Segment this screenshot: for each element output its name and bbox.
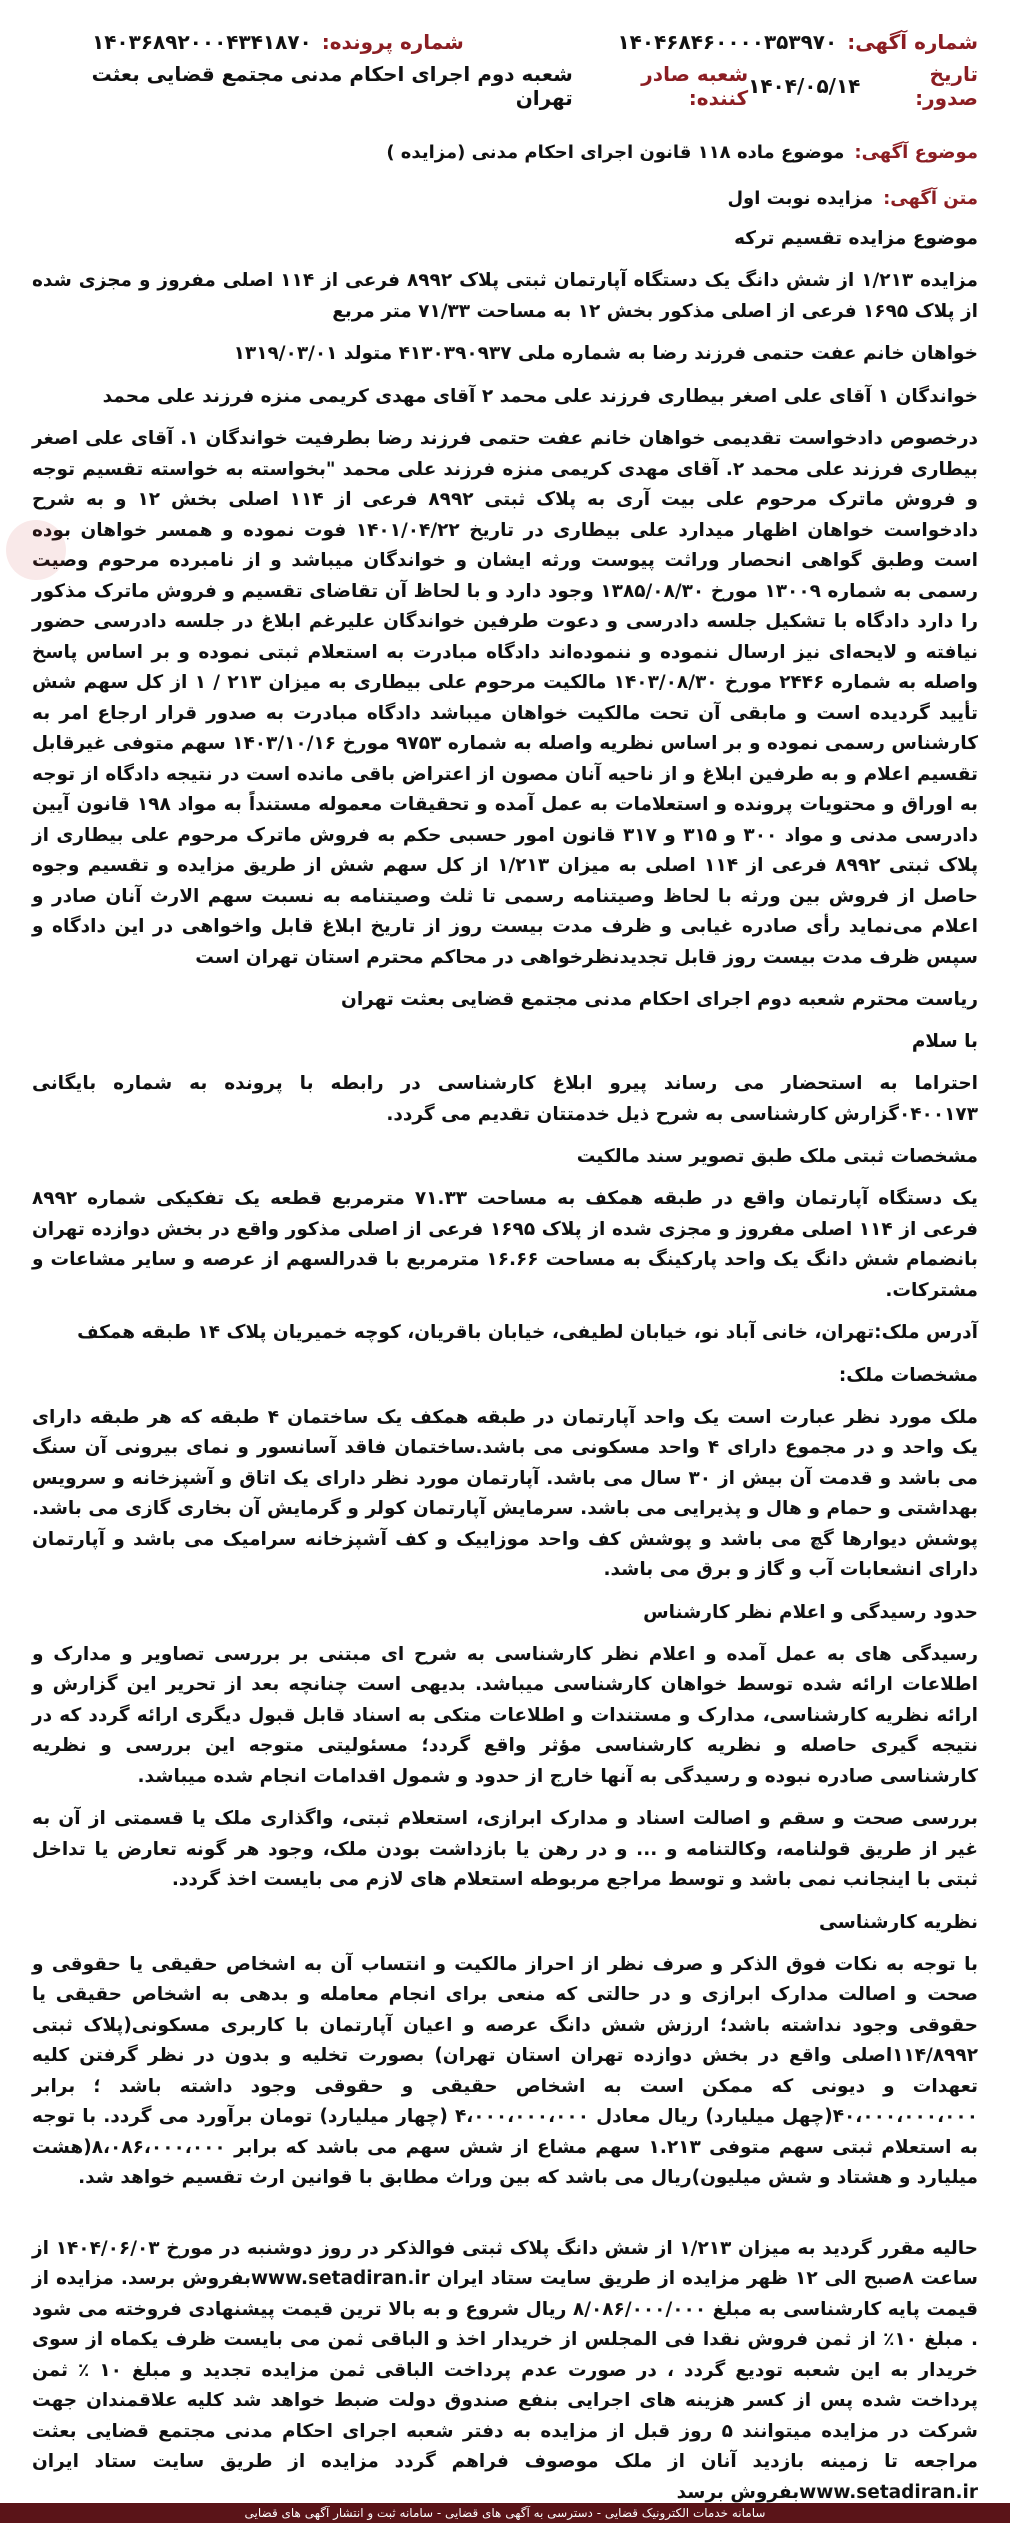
court-ruling: درخصوص دادخواست تقدیمی خواهان خانم عفت حتمی فرزند رضا بطرفیت خواندگان ۱. آقای علی اصغر بیطاری فرزند علی محمد ۲. آقای مهدی کریمی منزه فرزند علی محمد "بخواسته به خواسته تقسیم توجه و فروش ماترک مرحوم علی بیت آری به پلاک ثبتی ۸۹۹۲ فرعی از ۱۱۴ اصلی بخش ۱۲ و به شرح دادخواست خواهان اظهار میدارد علی بیطاری در تاریخ ۱۴۰۱/۰۴/۲۲ فوت نموده و همسر خواهان بوده است وطبق گواهی انحصار وراثت پیوست ورثه ایشان و خواندگان میباشد و از نامبرده مرحوم وصیت رسمی به شماره ۱۳۰۰۹ مورخ ۱۳۸۵/۰۸/۳۰ وجود دارد و با لحاظ آن تقاضای تقسیم و فروش ماترک مذکور را دارد دادگاه با تشکیل جلسه دادرسی و دعوت طرفین خواندگان علیرغم ابلاغ در جلسه دادرسی حضور نیافته و لایحه‌ای نیز ارسال ننموده و ننموده‌اند دادگاه مبادرت به استعلام ثبتی نموده و بر اساس پاسخ واصله به شماره ۲۴۴۶ مورخ ۱۴۰۳/۰۸/۳۰ مالکیت مرحوم علی بیطاری به میزان ۲۱۳ / ۱ از کل سهم شش تأیید گردیده است و مابقی آن تحت مالکیت خواهان میباشد دادگاه مبادرت به صدور قرار ارجاع امر به کارشناس رسمی نموده و بر اساس نظریه واصله به شماره ۹۷۵۳ مورخ ۱۴۰۳/۱۰/۱۶ سهم متوفی غیرقابل تقسیم اعلام و به طرفین ابلاغ و از ناحیه آنان مصون از اعتراض باقی مانده است در نتیجه دادگاه از توجه به اوراق و محتویات پرونده و استعلامات به عمل آمده و تحقیقات معموله مستنداً به مواد ۱۹۸ قانون آیین دادرسی مدنی و مواد ۳۰۰ و ۳۱۵ و ۳۱۷ قانون امور حسبی حکم به فروش ماترک مرحوم علی بیطاری از پلاک ثبتی ۸۹۹۲ فرعی از ۱۱۴ اصلی به میزان ۱/۲۱۳ از کل سهم شش از طریق مزایده و تقسیم وجوه حاصل از فروش بین ورثه با لحاظ وصیتنامه رسمی تا ثلث وصیتنامه به نسبت سهم الارث آنان صادر و اعلام می‌نماید رأی صادره غیابی و ظرف مدت بیست روز از تاریخ ابلاغ قابل واخواهی در این دادگاه و سپس ظرف مدت بیست روز قابل تجدیدنظرخواهی در محاکم محترم استان تهران است [32,428,979,968]
issuing-branch [52,62,748,110]
issuing-branch-label: شعبه صادر کننده: [641,62,749,110]
notice-body [32,224,978,2508]
notice-number-label: شماره آگهی: [847,30,978,54]
watermark-seal [6,520,66,580]
scope-text-1: رسیدگی های به عمل آمده و اعلام نظر کارشناسی به شرح ای مبتنی بر بررسی تصاویر و مدارک و اطلاعات ارائه شده توسط خواهان کارشناسی میباشد. بدیهی است چنانچه بعد از تحریر این گزارش و ارائه نظریه کارشناسی، مدارک و مستندات و اطلاعات متکی به اسناد قابل قبول دیگری ارائه گردد که در نتیجه گیری حاصله و نظریه کارشناسی مؤثر واقع گردد؛ مسئولیتی متوجه این بررسی و نظریه کارشناسی صادره نبوده و رسیدگی به آنها خارج از حدود و شمول اقدامات انجام شده میباشد. [32,1643,978,1787]
header-row-1 [32,20,978,64]
case-number-label: شماره پرونده: [321,30,464,54]
footer-bar: سامانه خدمات الکترونیک قضایی - دسترسی به آگهی های قضایی - سامانه ثبت و انتشار آگهی های قضایی [0,2503,1010,2523]
body-title: موضوع مزایده تقسیم ترکه [734,228,978,249]
notice-text-value: مزایده نوبت اول [727,187,874,209]
header-row-2 [32,64,978,108]
registry-details: یک دستگاه آپارتمان واقع در طبقه همکف به مساحت ۷۱.۳۳ مترمربع قطعه یک تفکیکی شماره ۸۹۹۲ فرعی از ۱۱۴ اصلی مفروز و مجزی شده از پلاک ۱۶۹۵ فرعی از اصلی مذکور واقع در بخش دوازده تهران بانضمام شش دانگ یک واحد پارکینگ به مساحت ۱۶.۶۶ مترمربع با قدرالسهم از عرصه و سایر مشاعات و مشترکات. [32,1188,978,1301]
notice-subject [32,132,978,172]
notice-text [32,178,978,218]
auction-summary: مزایده ۱/۲۱۳ از شش دانگ یک دستگاه آپارتمان ثبتی پلاک ۸۹۹۲ فرعی از ۱۱۴ اصلی مفروز و مجزی شده از پلاک ۱۶۹۵ فرعی از اصلی مذکور بخش ۱۲ به مساحت ۷۱/۳۳ متر مربع [32,270,978,322]
notice-number-value: ۱۴۰۴۶۸۴۶۰۰۰۰۳۵۳۹۷۰ [617,30,838,54]
case-number [92,30,464,54]
property-address: آدرس ملک:تهران، خانی آباد نو، خیابان لطیفی، خیابان باقریان، کوچه خمیریان پلاک ۱۴ طبقه همکف [77,1322,978,1343]
expert-intro: احتراما به استحضار می رساند پیرو ابلاغ کارشناسی در رابطه با پرونده به شماره بایگانی ۰۴۰۰۱۷۳گزارش کارشناسی به شرح ذیل خدمتتان تقدیم می گردد. [32,1073,978,1125]
notice-subject-value: موضوع ماده ۱۱۸ قانون اجرای احکام مدنی (مزایده ) [386,141,845,163]
expert-opinion: با توجه به نکات فوق الذکر و صرف نظر از احراز مالکیت و انتساب آن به اشخاص حقیقی یا حقوقی و صحت و اصالت مدارک ابرازی و در حالتی که منعی برای انجام معامله و بدهی به اشخاص حقیقی یا حقوقی وجود نداشته باشد؛ ارزش شش دانگ عرصه و اعیان آپارتمان با کاربری مسکونی(پلاک ثبتی ۱۱۴/۸۹۹۲اصلی واقع در بخش دوازده تهران استان تهران) بصورت تخلیه و بدون در نظر گرفتن کلیه تعهدات و دیونی که ممکن است به اشخاص حقیقی و حقوقی وجود داشته باشد ؛ برابر ۴۰،۰۰۰،۰۰۰،۰۰۰(چهل میلیارد) ریال معادل ۴،۰۰۰،۰۰۰،۰۰۰ (چهار میلیارد) تومان برآورد می گردد. با توجه به استعلام ثبتی سهم متوفی ۱.۲۱۳ سهم مشاع از شش سهم می باشد که برابر ۸،۰۸۶،۰۰۰،۰۰۰(هشت میلیارد و هشتاد و شش میلیون)ریال می باشد که بین وراث مطابق با قوانین ارث تقسیم خواهد شد. [32,1953,978,2188]
notice-text-label: متن آگهی: [883,187,978,209]
issue-date-value: ۱۴۰۴/۰۵/۱۴ [748,74,861,98]
auction-terms: حالیه مقرر گردید به میزان ۱/۲۱۳ از شش دانگ پلاک ثبتی فوالذکر در روز دوشنبه در مورخ ۱۴۰۴/۰۶/۰۳ از ساعت ۸صبح الی ۱۲ ظهر مزایده از طریق سایت ستاد ایران www.setadiran.irبفروش برسد. مزایده از قیمت پایه کارشناسی به مبلغ ۸/۰۸۶/۰۰۰/۰۰۰ ریال شروع و به بالا ترین قیمت پیشنهادی فروخته می شود . مبلغ ۱۰٪ از ثمن فروش نقدا فی المجلس از خریدار اخذ و الباقی ثمن می بایست ظرف یکماه از سوی خریدار به این شعبه تودیع گردد ، در صورت عدم پرداخت الباقی ثمن مزایده تجدید و مبلغ ۱۰ ٪ ثمن پرداخت شده پس از کسر هزینه های اجرایی بنفع صندوق دولت ضبط خواهد شد کلیه علاقمندان جهت شرکت در مزایده میتوانند ۵ روز قبل از مزایده به دفتر شعبه اجرای احکام مدنی مجتمع قضایی بعثت مراجعه تا زمینه بازدید آنان از ملک موصوف فراهم گردد مزایده از طریق سایت ستاد ایران www.setadiran.irبفروش برسد [32,2237,978,2503]
issue-date-label: تاریخ صدور: [915,62,978,110]
specs-heading: مشخصات ملک: [838,1364,978,1386]
notice-subject-label: موضوع آگهی: [854,141,978,163]
notice-number [617,30,978,54]
scope-text-2: بررسی صحت و سقم و اصالت اسناد و مدارک ابرازی، استعلام ثبتی، واگذاری ملک یا قسمتی از آن به غیر از طریق قولنامه، وکالتنامه و ... و در رهن یا بازداشت بودن ملک، وجود هر گونه تعارض یا تداخل ثبتی با اینجانب نمی باشد و توسط مراجع مربوطه استعلام های لازم می بایست اخذ گردد. [32,1808,978,1890]
case-number-value: ۱۴۰۳۶۸۹۲۰۰۰۴۳۴۱۸۷۰ [92,30,312,54]
addressee: ریاست محترم شعبه دوم اجرای احکام مدنی مجتمع قضایی بعثت تهران [341,989,978,1010]
defendants: خواندگان ۱ آقای علی اصغر بیطاری فرزند علی محمد ۲ آقای مهدی کریمی منزه فرزند علی محمد [102,385,978,407]
opinion-heading: نظریه کارشناسی [818,1911,978,1933]
plaintiff: خواهان خانم عفت حتمی فرزند رضا به شماره ملی ۴۱۳۰۳۹۰۹۳۷ متولد ۱۳۱۹/۰۳/۰۱ [233,343,978,364]
scope-heading: حدود رسیدگی و اعلام نظر کارشناس [643,1601,978,1623]
property-specs: ملک مورد نظر عبارت است یک واحد آپارتمان در طبقه همکف یک ساختمان ۴ طبقه که هر طبقه دارای یک واحد و در مجموع دارای ۴ واحد مسکونی می باشد.ساختمان فاقد آسانسور و نمای بیرونی آن سنگ می باشد و قدمت آن بیش از ۳۰ سال می باشد. آپارتمان مورد نظر دارای یک اتاق و آشپزخانه و سرویس بهداشتی و حمام و هال و پذیرایی می باشد. سرمایش آپارتمان کولر و گرمایش آن بخاری گازی می باشد. پوشش دیوارها گچ می باشد و پوشش کف واحد موزاییک و کف آشپزخانه سرامیک می باشد و آپارتمان دارای انشعابات آب و گاز و برق می باشد. [32,1406,978,1580]
registry-heading: مشخصات ثبتی ملک طبق تصویر سند مالکیت [576,1146,978,1167]
issue-date [748,62,978,110]
issuing-branch-value: شعبه دوم اجرای احکام مدنی مجتمع قضایی بعثت تهران [91,62,573,110]
greeting: با سلام [911,1031,978,1052]
